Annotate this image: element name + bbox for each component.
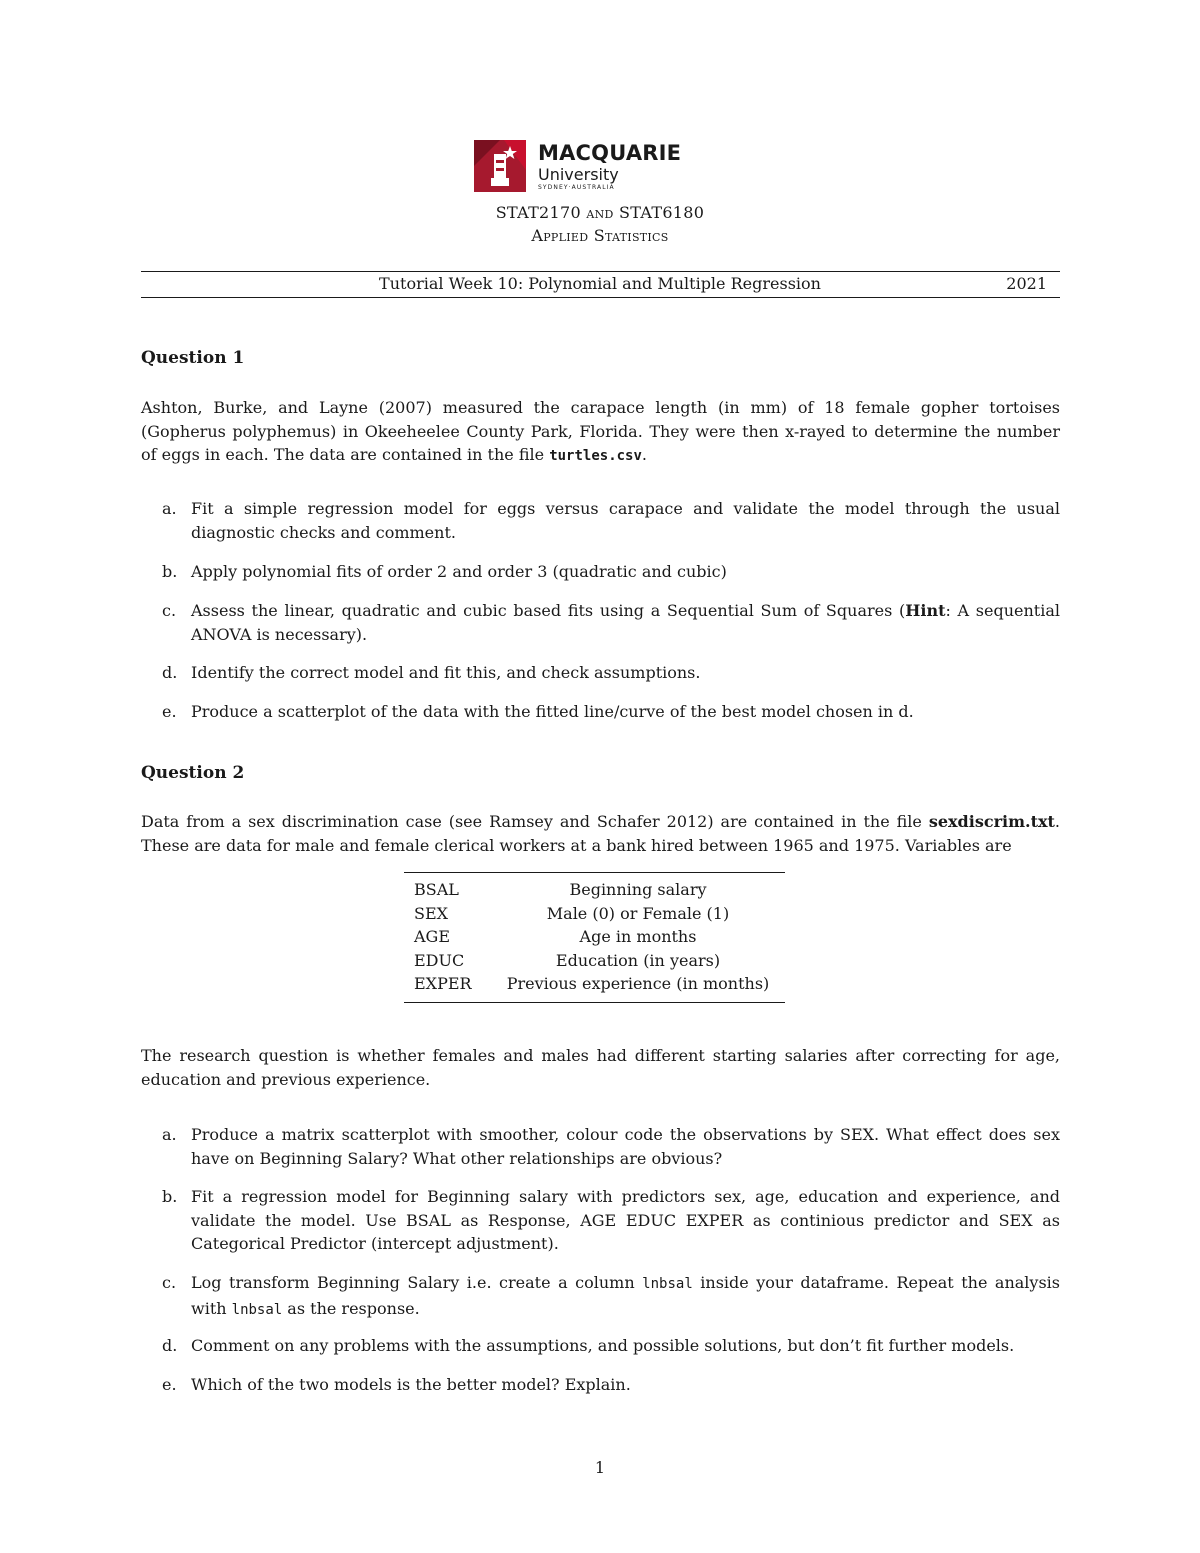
page-number: 1: [594, 1458, 606, 1477]
header-rule-top: [141, 271, 1060, 272]
variables-table: [404, 878, 778, 996]
table-rule-bottom: [404, 1002, 785, 1003]
item-text: Identify the correct model and fit this, and check assumptions.: [191, 663, 701, 682]
item-text: [191, 599, 1060, 646]
item-label: d.: [162, 663, 178, 682]
item-text: Produce a matrix scatterplot with smoother, colour code the observations by SEX. What effect does sex have on Beginning Salary? What other relationships are obvious?: [191, 1125, 1060, 1168]
item-text: Produce a scatterplot of the data with the fitted line/curve of the best model chosen in d.: [191, 702, 914, 721]
item-text: Comment on any problems with the assumptions, and possible solutions, but don’t fit further models.: [191, 1336, 1015, 1355]
logo-location: SYDNEY·AUSTRALIA: [538, 184, 615, 191]
variable-name: BSAL: [414, 880, 459, 899]
q2-data-file: sexdiscrim.txt: [928, 812, 1055, 831]
variable-name: AGE: [414, 927, 451, 946]
variable-name: SEX: [414, 903, 449, 923]
item-text-part: : A sequential ANOVA is necessary).: [191, 601, 1060, 644]
table-row: [404, 949, 778, 973]
crest-icon: [474, 140, 526, 192]
q2-intro-end: . These are data for male and female clerical workers at a bank hired between 1965 and 1975. Variables are: [141, 812, 1060, 855]
q1-intro-end: .: [641, 445, 647, 464]
logo-subtitle: University: [538, 165, 619, 184]
question-2-heading: Question 2: [141, 763, 245, 783]
course-codes: STAT2170 and STAT6180: [495, 203, 705, 222]
table-row: [404, 878, 778, 902]
item-text: [191, 1271, 1060, 1322]
code-lnbsal: lnbsal: [231, 1301, 283, 1318]
logo-name: MACQUARIE: [538, 141, 682, 165]
item-label: a.: [162, 1125, 177, 1144]
item-label: d.: [162, 1336, 178, 1355]
variable-description: Previous experience (in months): [506, 974, 770, 993]
q2-intro-text: Data from a sex discrimination case (see Ramsey and Schafer 2012) are contained in the file: [141, 812, 929, 831]
item-label: e.: [162, 702, 177, 721]
table-row: [404, 972, 778, 996]
question-1-heading: Question 1: [141, 348, 245, 368]
table-rule-top: [404, 872, 785, 873]
q1-data-file: turtles.csv: [549, 448, 642, 464]
research-question: The research question is whether females and males had different starting salaries after correcting for age, education and previous experience.: [141, 1046, 1060, 1089]
university-logo: [474, 140, 682, 196]
header-rule-bottom: [141, 297, 1060, 298]
item-label: c.: [162, 1273, 177, 1292]
item-text-part: as the response.: [282, 1298, 420, 1318]
item-text: Fit a simple regression model for eggs versus carapace and validate the model through the usual diagnostic checks and comment.: [191, 499, 1060, 542]
item-label: b.: [162, 562, 178, 581]
hint-label: Hint: [905, 601, 946, 620]
variable-description: Beginning salary: [569, 880, 707, 899]
code-lnbsal: lnbsal: [642, 1276, 693, 1292]
variable-name: EXPER: [414, 974, 472, 993]
variable-name: EDUC: [414, 950, 465, 970]
item-text-part: Assess the linear, quadratic and cubic based fits using a Sequential Sum of Squares (: [191, 601, 906, 620]
table-row: [404, 902, 778, 926]
tutorial-title: Tutorial Week 10: Polynomial and Multiple Regression: [379, 274, 821, 293]
item-text-part: inside your dataframe. Repeat the analysis with: [191, 1273, 1061, 1318]
variable-description: Age in months: [579, 927, 697, 946]
item-text-part: Log transform Beginning Salary i.e. create a column: [191, 1273, 643, 1292]
item-label: c.: [162, 601, 177, 620]
variable-description: Education (in years): [555, 950, 721, 970]
item-text: Apply polynomial fits of order 2 and order 3 (quadratic and cubic): [191, 562, 727, 581]
item-text: Which of the two models is the better model? Explain.: [191, 1375, 631, 1394]
tutorial-year: 2021: [1006, 274, 1047, 293]
item-label: b.: [162, 1187, 178, 1206]
item-text: Fit a regression model for Beginning salary with predictors sex, age, education and experience, and validate the model. Use BSAL as Response, AGE EDUC EXPER as continious predictor and SEX as Categorical Predictor (intercept adjustment).: [191, 1187, 1060, 1253]
question-1-intro: [141, 396, 1060, 469]
variable-description: Male (0) or Female (1): [546, 903, 730, 923]
q1-intro-text: Ashton, Burke, and Layne (2007) measured the carapace length (in mm) of 18 female gopher tortoises (Gopherus polyphemus) in Okeeheelee County Park, Florida. They were then x-rayed to determine the number of eggs in each. The data are contained in the file: [141, 398, 1060, 464]
question-2-intro: [141, 810, 1060, 857]
table-row: [404, 925, 778, 949]
course-name: Applied Statistics: [531, 226, 669, 245]
item-label: e.: [162, 1375, 177, 1394]
item-label: a.: [162, 499, 177, 518]
